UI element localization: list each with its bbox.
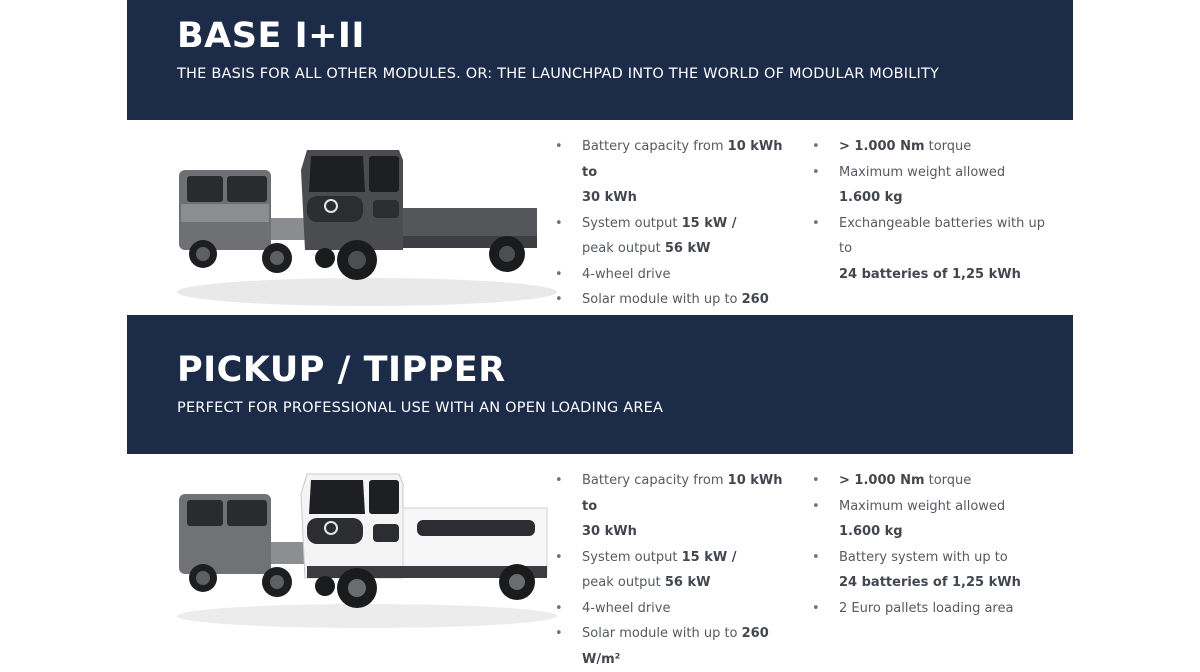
bullet-icon: • [555,215,563,231]
bullet-icon: • [555,473,563,488]
spec-item: • System output 15 kW / [555,545,790,571]
front-vehicle [301,474,547,608]
spec-item: peak output 56 kW [582,575,711,590]
pickup-specs-left [555,468,790,672]
spec-item: • Battery capacity from 10 kWh to [555,468,790,519]
spec-item: peak output 56 kW [582,241,711,256]
base-subtitle: THE BASIS FOR ALL OTHER MODULES. OR: THE LAUNCHPAD INTO THE WORLD OF MODULAR MOBILITY [177,66,940,82]
pickup-banner [127,315,1073,454]
bullet-icon: • [812,600,820,616]
spec-item: • Exchangeable batteries with up to [812,211,1052,262]
spec-item: • 2 Euro pallets loading area [812,596,1052,622]
spec-item: • System output 15 kW / [555,211,790,237]
spec-item: 30 kWh [582,190,637,205]
spec-item: • Battery capacity from 10 kWh to [555,134,790,185]
spec-item: • > 1.000 Nm torque [812,468,1052,494]
bullet-icon: • [555,266,563,282]
spec-item: • 4-wheel drive [555,262,790,288]
spec-item: • Maximum weight allowed [812,494,1052,520]
bullet-icon: • [812,139,820,154]
page [127,0,1073,667]
spec-item: 24 batteries of 1,25 kWh [839,266,1021,282]
spec-item: • Solar module with up to 260 W/m² [555,621,790,672]
spec-item: 24 batteries of 1,25 kWh [839,575,1021,590]
bullet-icon: • [555,292,563,307]
bullet-icon: • [812,164,820,180]
spec-item: • Maximum weight allowed [812,160,1052,186]
base-specs-right [812,134,1052,287]
spec-item: • 4-wheel drive [555,596,790,622]
base-vehicle-image [167,130,567,310]
spec-item: 1.600 kg [839,190,903,205]
pickup-specs-right [812,468,1052,621]
bullet-icon: • [555,139,563,154]
pickup-subtitle: PERFECT FOR PROFESSIONAL USE WITH AN OPEN LOADING AREA [177,400,664,416]
pickup-section [127,454,1073,667]
pickup-title: PICKUP / TIPPER [177,350,506,390]
bullet-icon: • [812,498,820,514]
bullet-icon: • [812,215,820,231]
spec-item: 30 kWh [582,524,637,539]
base-title: BASE I+II [177,16,365,56]
pickup-vehicle-image [167,466,567,630]
spec-item: • Solar module with up to 260 [555,287,790,338]
bullet-icon: • [555,600,563,616]
bullet-icon: • [812,549,820,565]
bullet-icon: • [555,626,563,641]
base-section [127,120,1073,315]
spec-item: • > 1.000 Nm torque [812,134,1052,160]
front-vehicle [301,150,537,280]
spec-item: • Battery system with up to [812,545,1052,571]
bullet-icon: • [812,473,820,488]
base-banner [127,0,1073,120]
spec-item: 1.600 kg [839,524,903,539]
bullet-icon: • [555,549,563,565]
base-specs-left [555,134,790,338]
